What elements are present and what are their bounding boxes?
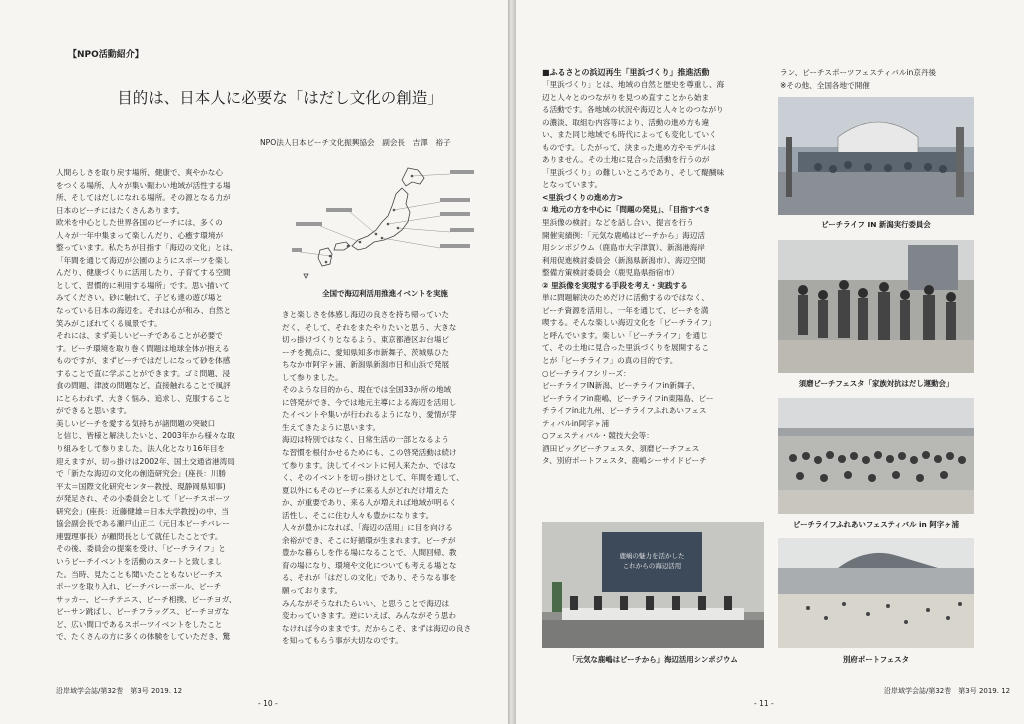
left-column-2 — [282, 309, 500, 648]
body-text-line: で「新たな海辺の文化の創造研究会」(座長：川勝 — [56, 469, 227, 479]
body-text-line: きと楽しさを体感し海辺の良さを持ち帰っていた — [282, 310, 450, 319]
body-text-line: 連盟理事長）が顧問長として就任したことです。 — [56, 531, 223, 541]
body-text-line: 協会副会長である瀬戸山正二（元日本ビーチバレー — [56, 519, 230, 529]
body-text-line: 里浜像の検討」などを話し合い、提言を行う — [542, 218, 694, 228]
body-text-line: て参ります。決してイベントに何人来たか、ではな — [282, 460, 457, 470]
body-text-line: 豊かな暮らしを作る場になることで、人間回帰、教 — [282, 548, 457, 558]
body-text-line: ができると思います。 — [56, 406, 132, 416]
body-text-line: 美しいビーチを愛する気持ちが諸問題の突破口 — [56, 418, 216, 428]
body-text-line: 欧米を中心とした世界各国のビーチには、多くの — [56, 218, 223, 228]
body-text-line: 人々が豊かになれば、「海辺の活用」に目を向ける — [282, 523, 453, 533]
body-text-line: 整備方策検討委員会（鹿児島県指宿市） — [542, 268, 679, 278]
body-text-line: い、また同じ地域でも時代によっても変化していく — [542, 130, 717, 140]
body-text-line: ーチを拠点に、愛知県知多市新舞子、茨城県ひた — [282, 347, 450, 357]
body-text-line: ビーチライフIN新潟、ビーチライフin新舞子、 — [542, 381, 700, 391]
body-text-line: 利用促進検討委員会（新潟県新潟市）、海辺空間 — [542, 255, 706, 265]
body-text-line: ○ビーチライフシリーズ： — [542, 368, 631, 378]
body-text-line: だく、そして、それをまたやりたいと思う、大きな — [282, 322, 457, 332]
body-text-line: ビーチライフin鹿嶋、ビーチライフin東陽島、ビー — [542, 393, 714, 403]
photo-niigata-committee — [778, 97, 974, 215]
body-text-line: なっている日本の海辺を。それは心が和み、自然と — [56, 306, 232, 316]
body-text-line: <里浜づくりの進め方> — [542, 192, 624, 202]
body-text-line: と呼んでいます。楽しい「ビーチライフ」を通じ — [542, 330, 708, 340]
body-text-line: ど、広い間口であるスポーツイベントをしたこと — [56, 619, 223, 629]
body-text-line: 辺と人々とのつながりを見つめ直すことから始ま — [542, 92, 710, 102]
body-text-line: ティバルin阿字ヶ浦 — [542, 418, 610, 428]
body-text-line: 人々が一年中集まって楽しんだり、心癒す環境が — [56, 230, 224, 240]
body-text-line: たイベントや集いが行われるようになり、愛情が芽 — [282, 410, 457, 420]
body-text-line: 余裕ができ、そこに好循環が生まれます。ビーチが — [282, 535, 456, 545]
body-text-line: す。ビーチ環境を取り巻く問題は地球全体が抱える — [56, 343, 230, 353]
body-text-line: ちなか市阿字ヶ浦、新潟県新潟市日和山浜で発展 — [282, 360, 450, 370]
body-text-line: して参りました。 — [282, 372, 343, 382]
body-text-line: することで直に学ぶことができます。ゴミ問題、浸 — [56, 368, 231, 378]
right-page — [516, 0, 1024, 724]
body-text-line: 平太＝国際文化研究センター教授、現静岡県知事) — [56, 481, 226, 491]
body-text-line: 笑みがこぼれてくる風景です。 — [56, 318, 162, 328]
author-line: NPO法人日本ビーチ文化振興協会 副会長 吉澤 裕子 — [260, 138, 451, 147]
photo-beppu-caption: 別府ポートフェスタ — [843, 655, 909, 664]
body-text-line: ポーツを取り入れ、ビーチバレーボール、ビーチ — [56, 582, 222, 592]
body-text-line: 日本のビーチにはたくさんあります。 — [56, 205, 185, 215]
section-heading: ■ふるさとの浜辺再生「里浜づくり」推進活動 — [542, 68, 710, 77]
body-text-line: る、それが「はだしの文化」であり、そうなる事を — [282, 573, 457, 583]
body-text-line: 研究会」(座長：近藤健雄＝日本大学教授)の中、当 — [56, 506, 229, 516]
body-text-line: ② 里浜像を実現する手段を考え・実践する — [542, 280, 688, 290]
body-text-line: 人間らしさを取り戻す場所、健康で、爽やかな心 — [56, 168, 223, 177]
body-text-line: ① 地元の方を中心に「問題の発見」、「目指すべき — [542, 205, 711, 215]
body-text-line: にとらわれず、大きく悩み、追求し、克服すること — [56, 393, 231, 403]
body-text-line: ありません。その土地に見合った活動を行うのが — [542, 155, 710, 165]
body-text-line: か、が重要であり、来る人が増えれば地域が明るく — [282, 498, 457, 508]
body-text-line: ※その他、全国各地で開催 — [780, 80, 870, 90]
article-title: 目的は、日本人に必要な「はだし文化の創造」 — [117, 89, 443, 107]
body-text-line: をつくる場所、人々が集い賑わい地域が活性する場 — [56, 180, 231, 190]
body-text-line: た。当時、見たことも聞いたこともないビーチス — [56, 569, 223, 579]
body-text-line: ラン、ビーチスポーツフェスティバルin京丹後 — [780, 68, 937, 77]
photo-suma-caption: 須磨ビーチフェスタ「家族対抗はだし運動会」 — [798, 379, 954, 388]
body-text-line: 食の問題、津波の問題など、直接触れることで風評 — [56, 381, 231, 391]
body-text-line: 喫する。そんな楽しい海辺文化を「ビーチライフ」 — [542, 318, 716, 328]
body-text-line: 生えてきたように思います。 — [282, 422, 381, 432]
left-footer: 沿岸域学会誌/第32巻 第3号 2019. 12 — [56, 687, 183, 695]
left-column-1 — [56, 167, 280, 644]
photo-kashima-symposium — [542, 522, 764, 648]
body-text-line: が発足され、その小委員会として「ビーチスポーツ — [56, 494, 231, 504]
body-text-line: として、習慣的に利用する場所」です。思い描いて — [56, 280, 230, 290]
right-page-number: - 11 - — [754, 699, 774, 708]
body-text-line: で、たくさんの方に多くの体験をしていただき、驚 — [56, 632, 231, 642]
body-text-line: 「年間を通じて海辺が公園のようにスポーツを楽し — [56, 255, 231, 265]
body-text-line: となっています。 — [542, 180, 603, 190]
body-text-line: 「里浜づくり」とは、地域の自然と歴史を尊重し、海 — [542, 80, 725, 89]
body-text-line: ビーサン跳ばし、ビーチフラッグス、ビーチヨガな — [56, 607, 230, 617]
photo-ajigaura-caption: ビーチライフふれあいフェスティバル in 阿字ヶ浦 — [793, 520, 959, 529]
photo-kashima-caption: 「元気な鹿嶋はビーチから」海辺活用シンポジウム — [568, 655, 738, 664]
japan-map-figure — [290, 162, 480, 287]
body-text-line: 整っています。私たちが目指す「海辺の文化」とは、 — [56, 243, 238, 253]
photo-niigata-caption: ビーチライフ IN 新潟実行委員会 — [821, 220, 931, 229]
map-caption: 全国で海辺利活用推進イベントを実施 — [322, 289, 448, 298]
body-text-line: みてください。砂に触れて、子ども達の遊び場と — [56, 293, 223, 303]
body-text-line: の濃淡、取組む内容等により、活動の進め方も違 — [542, 117, 710, 127]
body-text-line: 単に問題解決のためだけに活動するのではなく、 — [542, 293, 709, 303]
screen-text-line-2: これからの海辺活用 — [622, 562, 682, 570]
body-text-line: く、そのイベントを切っ掛けとして、年間を通して、 — [282, 473, 464, 483]
body-text-line: ものですが、まずビーチではだしになって砂を体感 — [56, 356, 231, 366]
body-text-line: 活性し、そこに住む人々も豊かになります。 — [282, 510, 434, 520]
body-text-line: いうビーチイベントを活動のスタートと致しまし — [56, 556, 223, 566]
body-text-line: る活動です。各地域の状況や海辺と人々とのつながり — [542, 105, 724, 115]
body-text-line: 「里浜づくり」の難しいところであり、そして醍醐味 — [542, 167, 725, 177]
right-footer: 沿岸域学会誌/第32巻 第3号 2019. 12 — [884, 687, 1011, 695]
body-text-line: な習慣を根付かせるためにも、この啓発活動は続け — [282, 448, 457, 458]
body-text-line: 酒田ビッグビーチフェスタ、須磨ビーチフェス — [542, 443, 700, 453]
body-text-line: タ、別府ポートフェスタ、鹿嶋シーサイドビーチ — [542, 456, 707, 466]
body-text-line: 変わっていきます。逆にいえば、みんながそう思わ — [282, 611, 456, 621]
body-text-line: ビーチ資源を活用し、一年を通じて、ビーチを満 — [542, 305, 709, 315]
body-text-line: と信じ、皆様と解決したいと、2003年から様々な取 — [56, 431, 235, 441]
body-text-line: 用シンポジウム（鹿島市大字津賀）、新潟港海岸 — [542, 243, 705, 253]
body-text-line: を知ってもらう事が大切なのです。 — [282, 636, 403, 646]
body-text-line: ものです。したがって、決まった進め方やモデルは — [542, 142, 716, 152]
body-text-line: サッカー、ビーチテニス、ビーチ相撲、ビーチヨガ、 — [56, 594, 237, 604]
body-text-line: て、その土地に見合った里浜づくりを展開するこ — [542, 343, 709, 353]
photo-beppu-port-festa — [778, 538, 974, 648]
body-text-line: 所、そしてはだしになれる場所。その源となる力が — [56, 193, 231, 203]
body-text-line: チライフin北九州、ビーチライフふれあいフェス — [542, 406, 707, 416]
body-text-line: 夏以外にもそのビーチに来る人がどれだけ増えた — [282, 485, 449, 495]
body-text-line: 海辺は特別ではなく、日常生活の一部となるよう — [282, 435, 449, 445]
body-text-line: 育の場になり、環境や文化についても考える場とな — [282, 560, 457, 570]
body-text-line: ○フェスティバル・競技大会等： — [542, 431, 654, 441]
left-page — [0, 0, 508, 724]
photo-ajigaura-festival — [778, 398, 974, 514]
body-text-line: そのような目的から、現在では全国33か所の地域 — [282, 385, 452, 395]
body-text-line: 開催実績例：「元気な鹿嶋はビーチから」海辺活 — [542, 230, 705, 240]
body-text-line: に啓発ができ、今では地元主導による海辺を活用し — [282, 397, 457, 407]
body-text-line: り組みをして参りました。法人化となり16年目を — [56, 444, 226, 454]
left-page-number: - 10 - — [258, 699, 278, 708]
right-column-2 — [780, 67, 996, 92]
body-text-line: なければ今のままです。だからこそ、まずは海辺の良さ — [282, 623, 472, 633]
body-text-line: んだり、健康づくりに活用したり、子育てする空間 — [56, 268, 231, 278]
section-tag: 【NPO活動紹介】 — [68, 50, 144, 60]
body-text-line: それには、まず美しいビーチであることが必要で — [56, 331, 223, 341]
body-text-line: みんながそうなれたらいい、と思うことで海辺は — [282, 598, 450, 608]
body-text-line: 切っ掛けづくりとなるよう、東京都港区お台場ビ — [282, 335, 450, 345]
binding-gutter — [508, 0, 516, 724]
body-text-line: 願っております。 — [282, 586, 343, 596]
body-text-line: その後、委員会の提案を受け、「ビーチライフ」と — [56, 544, 226, 554]
body-text-line: とが「ビーチライフ」の真の目的です。 — [542, 356, 678, 366]
screen-text-line-1: 鹿嶋の魅力を活かした — [619, 552, 685, 560]
body-text-line: 迎えますが、切っ掛けは2002年、国土交通省港湾局 — [56, 456, 235, 466]
right-column-1 — [542, 79, 774, 468]
photo-suma-festa — [778, 240, 974, 373]
